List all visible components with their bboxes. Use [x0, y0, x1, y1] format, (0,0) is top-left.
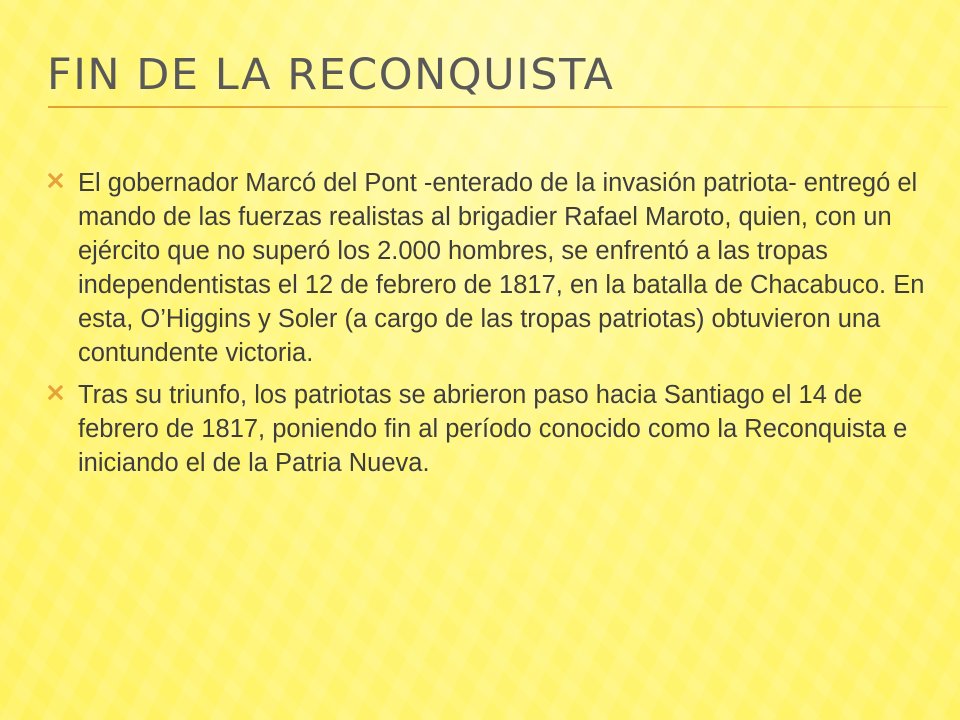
x-bullet-icon: [48, 385, 63, 400]
bullet-item: [40, 166, 930, 370]
slide-title: FIN DE LA RECONQUISTA: [47, 50, 615, 100]
x-bullet-icon: [48, 173, 63, 188]
title-divider: [48, 106, 948, 108]
bullet-text: Tras su triunfo, los patriotas se abrieron paso hacia Santiago el 14 de febrero de 1817, poniendo fin al período conocido como la Reconquista e iniciando el de la Patria Nueva.: [78, 381, 908, 477]
bullet-item: [40, 378, 930, 480]
bullet-text: El gobernador Marcó del Pont -enterado de la invasión patriota- entregó el mando de las fuerzas realistas al brigadier Rafael Maroto, quien, con un ejército que no superó los 2.000 hombres, se enfrentó a las tropas independentistas el 12 de febrero de 1817, en la batalla de Chacabuco. En esta, O’Higgins y Soler (a cargo de las tropas patriotas) obtuvieron una contundente victoria.: [78, 169, 925, 367]
bullet-list: [40, 166, 930, 488]
